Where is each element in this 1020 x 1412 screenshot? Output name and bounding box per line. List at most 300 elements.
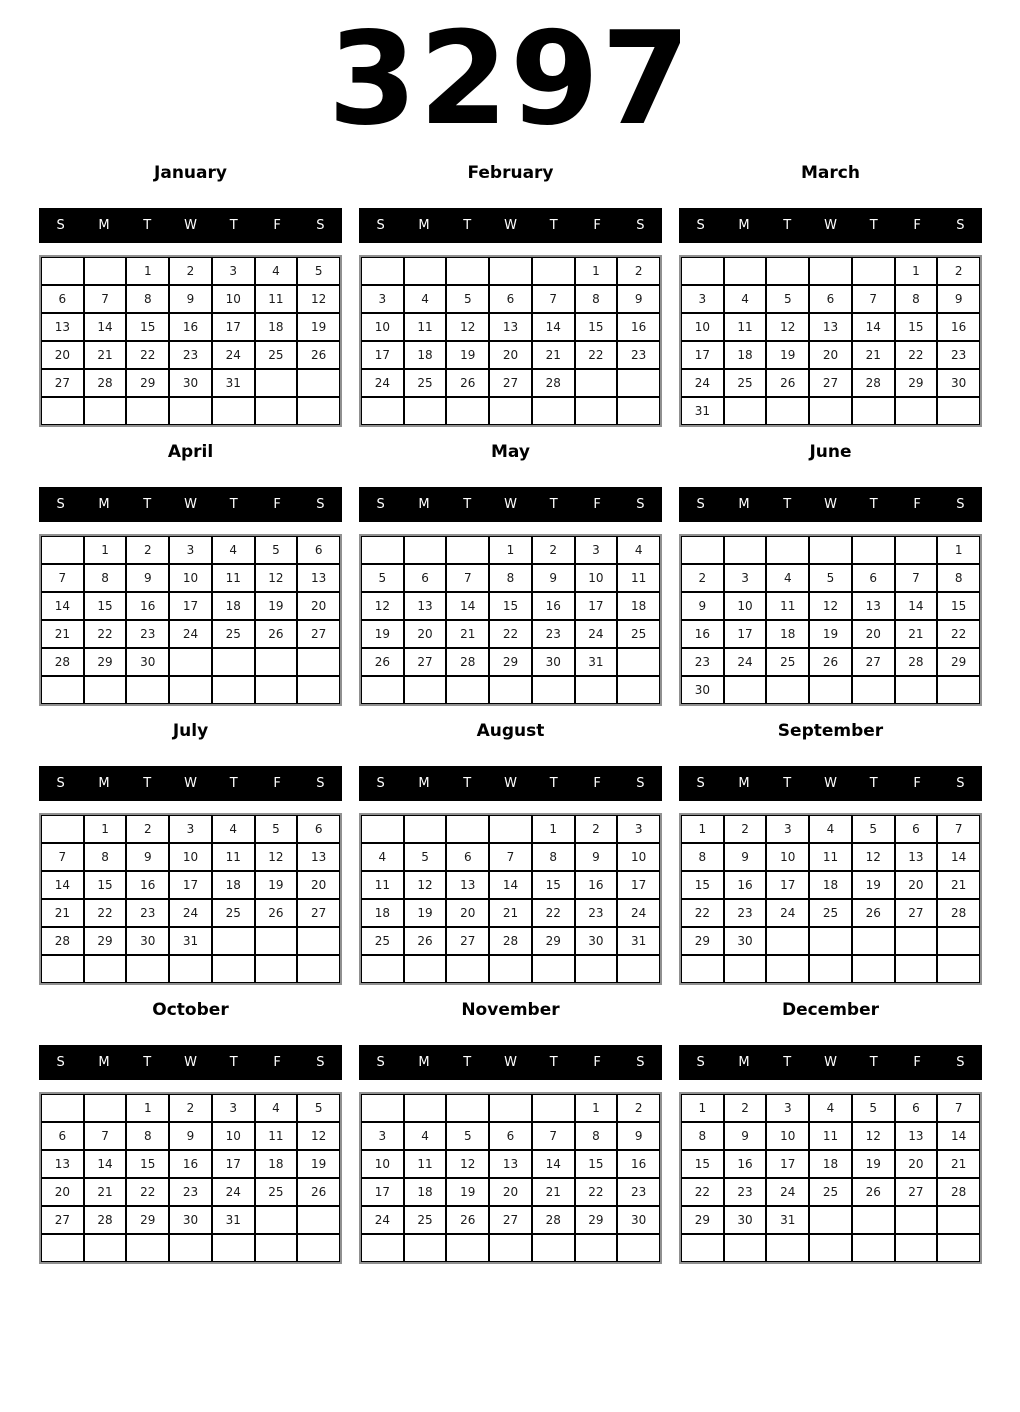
day-cell: 23 [617, 341, 660, 369]
day-cell-empty [297, 648, 340, 676]
weekday-cell: S [56, 776, 65, 791]
weekday-header [39, 766, 342, 801]
day-cell: 18 [404, 341, 447, 369]
weekday-cell: F [913, 497, 921, 512]
day-cell-empty [575, 369, 618, 397]
weekday-cell: S [56, 1055, 65, 1070]
month-day-grid [679, 813, 982, 985]
day-cell: 29 [575, 1206, 618, 1234]
day-cell: 21 [895, 620, 938, 648]
day-cell: 21 [532, 1178, 575, 1206]
day-cell-empty [361, 676, 404, 704]
weekday-cell: T [229, 497, 238, 512]
day-cell: 5 [361, 564, 404, 592]
day-cell-empty [212, 676, 255, 704]
day-cell: 15 [681, 871, 724, 899]
day-cell: 30 [169, 1206, 212, 1234]
day-cell: 10 [361, 313, 404, 341]
day-cell: 7 [937, 815, 980, 843]
day-cell: 18 [404, 1178, 447, 1206]
day-cell: 8 [84, 843, 127, 871]
day-cell-empty [84, 257, 127, 285]
day-cell: 6 [895, 815, 938, 843]
day-cell: 1 [126, 257, 169, 285]
day-cell: 22 [937, 620, 980, 648]
day-cell-empty [84, 397, 127, 425]
day-cell: 6 [489, 1122, 532, 1150]
day-cell: 4 [255, 1094, 298, 1122]
day-cell-empty [809, 927, 852, 955]
month-day-grid [679, 1092, 982, 1264]
day-cell: 9 [169, 285, 212, 313]
day-cell-empty [766, 1234, 809, 1262]
day-cell-empty [937, 1234, 980, 1262]
day-cell: 19 [446, 1178, 489, 1206]
day-cell-empty [41, 536, 84, 564]
day-cell: 15 [575, 1150, 618, 1178]
weekday-cell: T [783, 776, 792, 791]
day-cell: 29 [681, 927, 724, 955]
day-cell-empty [446, 815, 489, 843]
weekday-cell: S [316, 1055, 325, 1070]
day-cell: 15 [937, 592, 980, 620]
day-cell: 3 [575, 536, 618, 564]
month-april [39, 442, 342, 706]
day-cell-empty [361, 257, 404, 285]
weekday-cell: S [316, 497, 325, 512]
day-cell: 7 [937, 1094, 980, 1122]
day-cell-empty [212, 648, 255, 676]
day-cell: 16 [724, 1150, 767, 1178]
day-cell-empty [617, 955, 660, 983]
day-cell-empty [766, 676, 809, 704]
day-cell: 5 [852, 815, 895, 843]
day-cell: 23 [617, 1178, 660, 1206]
day-cell: 18 [255, 1150, 298, 1178]
day-cell: 30 [126, 648, 169, 676]
day-cell: 10 [724, 592, 767, 620]
day-cell-empty [446, 1234, 489, 1262]
day-cell: 2 [126, 815, 169, 843]
day-cell-empty [532, 257, 575, 285]
day-cell: 23 [126, 899, 169, 927]
weekday-cell: F [273, 776, 281, 791]
day-cell: 10 [766, 1122, 809, 1150]
day-cell: 22 [126, 341, 169, 369]
weekday-cell: M [738, 1055, 750, 1070]
day-cell: 14 [446, 592, 489, 620]
day-cell: 9 [724, 843, 767, 871]
day-cell: 28 [937, 899, 980, 927]
day-cell: 10 [575, 564, 618, 592]
day-cell: 11 [361, 871, 404, 899]
weekday-cell: F [593, 218, 601, 233]
day-cell: 7 [446, 564, 489, 592]
day-cell: 8 [489, 564, 532, 592]
day-cell-empty [766, 397, 809, 425]
day-cell: 1 [84, 536, 127, 564]
day-cell: 26 [852, 899, 895, 927]
day-cell: 27 [297, 620, 340, 648]
day-cell: 1 [575, 257, 618, 285]
day-cell-empty [852, 955, 895, 983]
weekday-cell: S [376, 776, 385, 791]
day-cell: 4 [766, 564, 809, 592]
day-cell: 15 [489, 592, 532, 620]
day-cell: 30 [724, 927, 767, 955]
day-cell: 11 [809, 843, 852, 871]
day-cell: 20 [895, 871, 938, 899]
day-cell: 8 [532, 843, 575, 871]
day-cell-empty [852, 1206, 895, 1234]
day-cell: 2 [724, 815, 767, 843]
day-cell: 16 [169, 1150, 212, 1178]
weekday-cell: T [229, 1055, 238, 1070]
weekday-cell: T [229, 218, 238, 233]
day-cell-empty [681, 955, 724, 983]
day-cell: 27 [41, 369, 84, 397]
weekday-cell: T [549, 1055, 558, 1070]
day-cell: 7 [532, 285, 575, 313]
weekday-cell: S [376, 218, 385, 233]
weekday-cell: T [783, 497, 792, 512]
day-cell: 12 [446, 1150, 489, 1178]
day-cell-empty [617, 1234, 660, 1262]
day-cell: 21 [84, 1178, 127, 1206]
day-cell: 19 [297, 313, 340, 341]
day-cell: 26 [255, 899, 298, 927]
day-cell: 14 [852, 313, 895, 341]
day-cell: 11 [617, 564, 660, 592]
day-cell: 16 [575, 871, 618, 899]
day-cell: 18 [361, 899, 404, 927]
day-cell-empty [809, 1206, 852, 1234]
day-cell: 15 [84, 592, 127, 620]
day-cell: 24 [766, 1178, 809, 1206]
day-cell-empty [84, 1094, 127, 1122]
month-october [39, 1000, 342, 1264]
day-cell-empty [575, 676, 618, 704]
day-cell: 5 [404, 843, 447, 871]
weekday-cell: M [98, 497, 110, 512]
day-cell: 9 [126, 843, 169, 871]
day-cell-empty [361, 955, 404, 983]
day-cell: 13 [404, 592, 447, 620]
weekday-cell: F [273, 1055, 281, 1070]
day-cell: 21 [446, 620, 489, 648]
day-cell: 22 [681, 1178, 724, 1206]
day-cell: 16 [617, 313, 660, 341]
weekday-cell: F [913, 1055, 921, 1070]
day-cell-empty [255, 1206, 298, 1234]
day-cell: 27 [895, 1178, 938, 1206]
day-cell: 7 [852, 285, 895, 313]
day-cell: 28 [895, 648, 938, 676]
day-cell-empty [809, 1234, 852, 1262]
month-day-grid [39, 255, 342, 427]
weekday-cell: M [418, 497, 430, 512]
day-cell: 15 [84, 871, 127, 899]
day-cell: 6 [809, 285, 852, 313]
day-cell: 6 [297, 536, 340, 564]
day-cell: 5 [446, 285, 489, 313]
day-cell: 2 [169, 257, 212, 285]
day-cell: 3 [212, 257, 255, 285]
day-cell-empty [404, 1094, 447, 1122]
day-cell-empty [84, 955, 127, 983]
day-cell: 19 [852, 871, 895, 899]
day-cell: 22 [489, 620, 532, 648]
day-cell: 30 [724, 1206, 767, 1234]
day-cell: 28 [532, 369, 575, 397]
day-cell: 4 [212, 815, 255, 843]
day-cell-empty [169, 648, 212, 676]
day-cell: 25 [724, 369, 767, 397]
weekday-cell: T [229, 776, 238, 791]
day-cell-empty [852, 397, 895, 425]
day-cell: 4 [809, 1094, 852, 1122]
weekday-cell: T [143, 218, 152, 233]
day-cell: 19 [255, 871, 298, 899]
day-cell: 22 [575, 341, 618, 369]
day-cell: 31 [681, 397, 724, 425]
day-cell: 31 [212, 1206, 255, 1234]
day-cell: 4 [809, 815, 852, 843]
day-cell-empty [361, 397, 404, 425]
day-cell: 30 [681, 676, 724, 704]
day-cell: 25 [255, 1178, 298, 1206]
day-cell-empty [724, 536, 767, 564]
month-day-grid [359, 534, 662, 706]
day-cell: 14 [937, 843, 980, 871]
day-cell: 6 [852, 564, 895, 592]
day-cell-empty [41, 815, 84, 843]
day-cell: 1 [937, 536, 980, 564]
day-cell: 2 [681, 564, 724, 592]
day-cell: 14 [489, 871, 532, 899]
day-cell-empty [361, 536, 404, 564]
day-cell: 13 [41, 313, 84, 341]
day-cell: 3 [361, 285, 404, 313]
day-cell: 25 [809, 1178, 852, 1206]
day-cell: 2 [617, 1094, 660, 1122]
day-cell: 19 [446, 341, 489, 369]
day-cell-empty [446, 955, 489, 983]
day-cell-empty [212, 955, 255, 983]
day-cell: 27 [852, 648, 895, 676]
month-name: July [172, 721, 209, 741]
day-cell-empty [404, 676, 447, 704]
day-cell-empty [724, 397, 767, 425]
day-cell: 30 [937, 369, 980, 397]
day-cell-empty [41, 257, 84, 285]
day-cell-empty [84, 676, 127, 704]
day-cell: 24 [361, 369, 404, 397]
day-cell: 25 [212, 899, 255, 927]
weekday-cell: S [956, 776, 965, 791]
day-cell: 11 [724, 313, 767, 341]
day-cell: 23 [681, 648, 724, 676]
day-cell: 7 [84, 1122, 127, 1150]
day-cell: 20 [809, 341, 852, 369]
day-cell: 25 [809, 899, 852, 927]
day-cell: 3 [617, 815, 660, 843]
day-cell: 22 [681, 899, 724, 927]
day-cell: 5 [809, 564, 852, 592]
day-cell-empty [895, 1206, 938, 1234]
day-cell: 24 [212, 1178, 255, 1206]
day-cell: 20 [489, 341, 532, 369]
day-cell: 20 [895, 1150, 938, 1178]
day-cell: 12 [255, 564, 298, 592]
day-cell-empty [895, 1234, 938, 1262]
weekday-cell: F [913, 776, 921, 791]
weekday-cell: W [184, 218, 197, 233]
day-cell: 16 [937, 313, 980, 341]
day-cell-empty [532, 676, 575, 704]
day-cell: 26 [361, 648, 404, 676]
day-cell: 5 [297, 257, 340, 285]
day-cell: 17 [575, 592, 618, 620]
day-cell-empty [404, 397, 447, 425]
day-cell: 16 [681, 620, 724, 648]
day-cell: 4 [255, 257, 298, 285]
day-cell-empty [297, 927, 340, 955]
day-cell: 24 [169, 620, 212, 648]
day-cell: 2 [617, 257, 660, 285]
day-cell: 18 [212, 871, 255, 899]
day-cell: 26 [297, 1178, 340, 1206]
day-cell: 30 [575, 927, 618, 955]
day-cell: 10 [169, 564, 212, 592]
day-cell: 12 [809, 592, 852, 620]
weekday-cell: M [418, 1055, 430, 1070]
day-cell-empty [446, 676, 489, 704]
day-cell: 6 [895, 1094, 938, 1122]
weekday-cell: T [549, 497, 558, 512]
day-cell: 29 [895, 369, 938, 397]
day-cell: 5 [852, 1094, 895, 1122]
weekday-cell: T [783, 1055, 792, 1070]
day-cell-empty [937, 927, 980, 955]
day-cell: 27 [895, 899, 938, 927]
day-cell: 6 [41, 1122, 84, 1150]
weekday-cell: W [824, 218, 837, 233]
day-cell-empty [297, 955, 340, 983]
day-cell: 31 [617, 927, 660, 955]
day-cell: 11 [809, 1122, 852, 1150]
day-cell-empty [446, 1094, 489, 1122]
day-cell: 19 [809, 620, 852, 648]
day-cell: 15 [126, 1150, 169, 1178]
day-cell: 19 [361, 620, 404, 648]
day-cell-empty [617, 648, 660, 676]
weekday-cell: S [956, 218, 965, 233]
day-cell: 10 [212, 285, 255, 313]
day-cell: 23 [724, 1178, 767, 1206]
day-cell: 12 [297, 285, 340, 313]
day-cell: 13 [446, 871, 489, 899]
day-cell: 5 [297, 1094, 340, 1122]
day-cell: 5 [446, 1122, 489, 1150]
day-cell: 24 [575, 620, 618, 648]
day-cell: 25 [617, 620, 660, 648]
day-cell: 11 [404, 313, 447, 341]
day-cell-empty [404, 1234, 447, 1262]
weekday-cell: M [738, 776, 750, 791]
day-cell: 31 [575, 648, 618, 676]
day-cell: 14 [532, 313, 575, 341]
day-cell-empty [41, 1234, 84, 1262]
day-cell: 19 [255, 592, 298, 620]
day-cell: 26 [255, 620, 298, 648]
day-cell: 17 [212, 313, 255, 341]
day-cell: 12 [766, 313, 809, 341]
day-cell-empty [126, 1234, 169, 1262]
day-cell-empty [404, 955, 447, 983]
day-cell: 12 [852, 1122, 895, 1150]
day-cell: 23 [532, 620, 575, 648]
day-cell: 30 [617, 1206, 660, 1234]
weekday-cell: S [636, 776, 645, 791]
day-cell: 18 [766, 620, 809, 648]
day-cell: 24 [212, 341, 255, 369]
day-cell: 15 [532, 871, 575, 899]
day-cell-empty [361, 1234, 404, 1262]
day-cell: 23 [724, 899, 767, 927]
day-cell-empty [297, 369, 340, 397]
day-cell: 23 [575, 899, 618, 927]
day-cell-empty [297, 1234, 340, 1262]
day-cell-empty [937, 955, 980, 983]
day-cell: 23 [169, 341, 212, 369]
month-name: May [491, 442, 530, 462]
weekday-cell: W [504, 497, 517, 512]
day-cell: 1 [681, 1094, 724, 1122]
month-day-grid [39, 534, 342, 706]
day-cell-empty [852, 536, 895, 564]
day-cell: 29 [126, 1206, 169, 1234]
day-cell: 13 [809, 313, 852, 341]
weekday-header [679, 766, 982, 801]
year-title: 3297 [327, 5, 693, 154]
weekday-cell: T [143, 1055, 152, 1070]
day-cell-empty [681, 257, 724, 285]
day-cell-empty [404, 536, 447, 564]
day-cell-empty [41, 1094, 84, 1122]
day-cell: 20 [41, 1178, 84, 1206]
day-cell: 9 [937, 285, 980, 313]
day-cell-empty [297, 397, 340, 425]
day-cell: 9 [169, 1122, 212, 1150]
months-grid [0, 147, 1020, 1264]
day-cell: 2 [724, 1094, 767, 1122]
weekday-cell: T [463, 776, 472, 791]
day-cell: 4 [404, 285, 447, 313]
day-cell: 10 [212, 1122, 255, 1150]
weekday-cell: S [956, 1055, 965, 1070]
day-cell: 21 [532, 341, 575, 369]
day-cell-empty [126, 676, 169, 704]
day-cell-empty [532, 397, 575, 425]
weekday-cell: S [316, 776, 325, 791]
day-cell: 3 [766, 1094, 809, 1122]
day-cell: 9 [681, 592, 724, 620]
day-cell: 26 [852, 1178, 895, 1206]
day-cell-empty [255, 927, 298, 955]
day-cell-empty [255, 955, 298, 983]
weekday-cell: F [593, 1055, 601, 1070]
